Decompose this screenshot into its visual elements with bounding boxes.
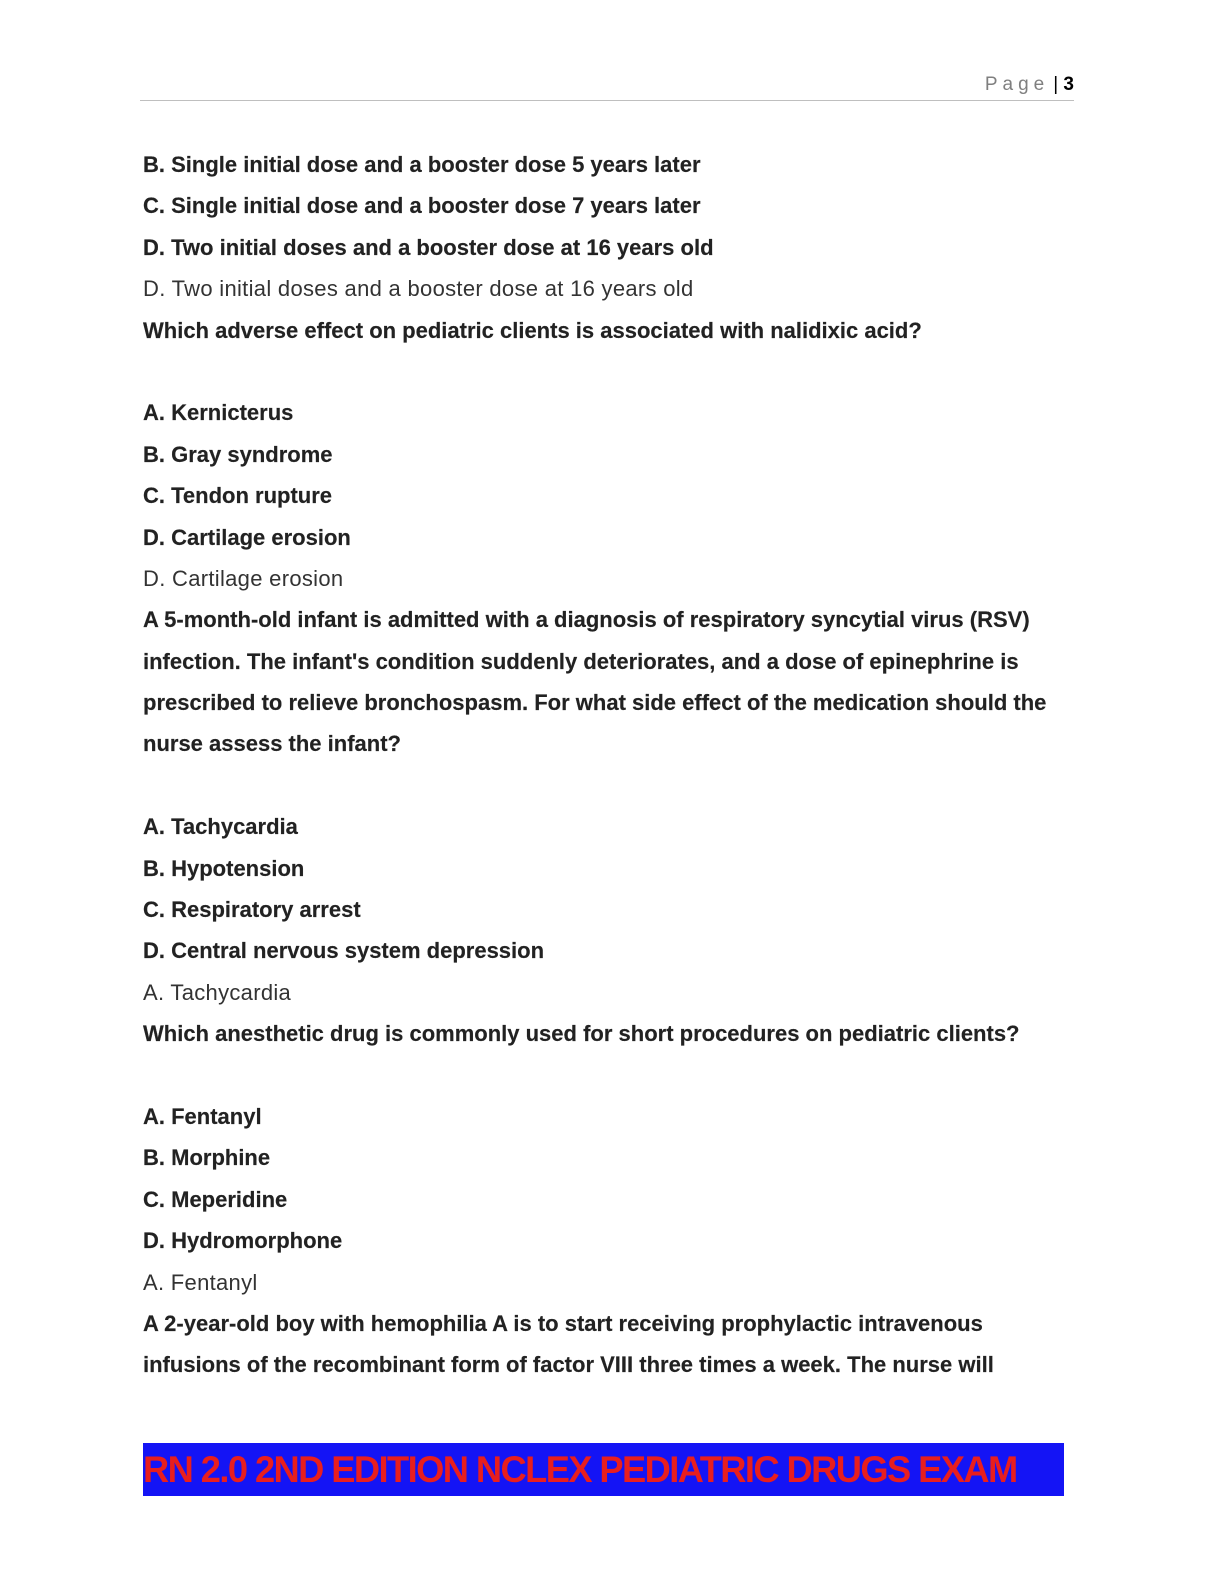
option-line: A. Tachycardia xyxy=(143,814,298,840)
question-line: Which anesthetic drug is commonly used for short procedures on pediatric clients? xyxy=(143,1021,1020,1047)
question-line: prescribed to relieve bronchospasm. For what side effect of the medication should the xyxy=(143,690,1047,716)
option-line: A. Fentanyl xyxy=(143,1103,262,1129)
question-line: infection. The infant's condition suddenly deteriorates, and a dose of epinephrine is xyxy=(143,648,1019,674)
option-line: A. Kernicterus xyxy=(143,400,294,426)
answer-line: D. Two initial doses and a booster dose at 16 years old xyxy=(143,276,694,302)
page-number-label xyxy=(985,74,1074,96)
question-line: Which adverse effect on pediatric clients is associated with nalidixic acid? xyxy=(143,317,922,343)
question-line: A 2-year-old boy with hemophilia A is to start receiving prophylactic intravenous xyxy=(143,1310,983,1336)
page-word: Page xyxy=(984,74,1050,95)
option-line: D. Hydromorphone xyxy=(143,1228,343,1254)
footer-banner-text: RN 2.0 2ND EDITION NCLEX PEDIATRIC DRUGS EXAM xyxy=(143,1449,1017,1490)
question-line: nurse assess the infant? xyxy=(143,731,401,757)
answer-line: D. Cartilage erosion xyxy=(143,565,344,591)
question-line: A 5-month-old infant is admitted with a diagnosis of respiratory syncytial virus (RSV) xyxy=(143,607,1030,633)
option-line: B. Morphine xyxy=(143,1145,271,1171)
option-line: C. Single initial dose and a booster dose 7 years later xyxy=(143,193,701,219)
option-line: D. Central nervous system depression xyxy=(143,938,545,964)
option-line: C. Meperidine xyxy=(143,1186,288,1212)
document-body xyxy=(143,144,1083,1386)
option-line: B. Hypotension xyxy=(143,855,305,881)
spacer xyxy=(143,351,1083,392)
option-line: C. Respiratory arrest xyxy=(143,897,361,923)
page-number: 3 xyxy=(1063,74,1074,95)
footer-banner xyxy=(143,1443,1064,1496)
page-separator: | xyxy=(1053,74,1059,95)
spacer xyxy=(143,1055,1083,1096)
option-line: C. Tendon rupture xyxy=(143,483,333,509)
answer-line: A. Fentanyl xyxy=(143,1269,258,1295)
question-line: infusions of the recombinant form of factor VIII three times a week. The nurse will xyxy=(143,1352,994,1378)
option-line: B. Gray syndrome xyxy=(143,441,333,467)
answer-line: A. Tachycardia xyxy=(143,979,292,1005)
option-line: D. Cartilage erosion xyxy=(143,524,351,550)
option-line: D. Two initial doses and a booster dose at 16 years old xyxy=(143,234,714,260)
spacer xyxy=(143,765,1083,806)
page-header xyxy=(140,72,1074,101)
option-line: B. Single initial dose and a booster dose 5 years later xyxy=(143,152,701,177)
